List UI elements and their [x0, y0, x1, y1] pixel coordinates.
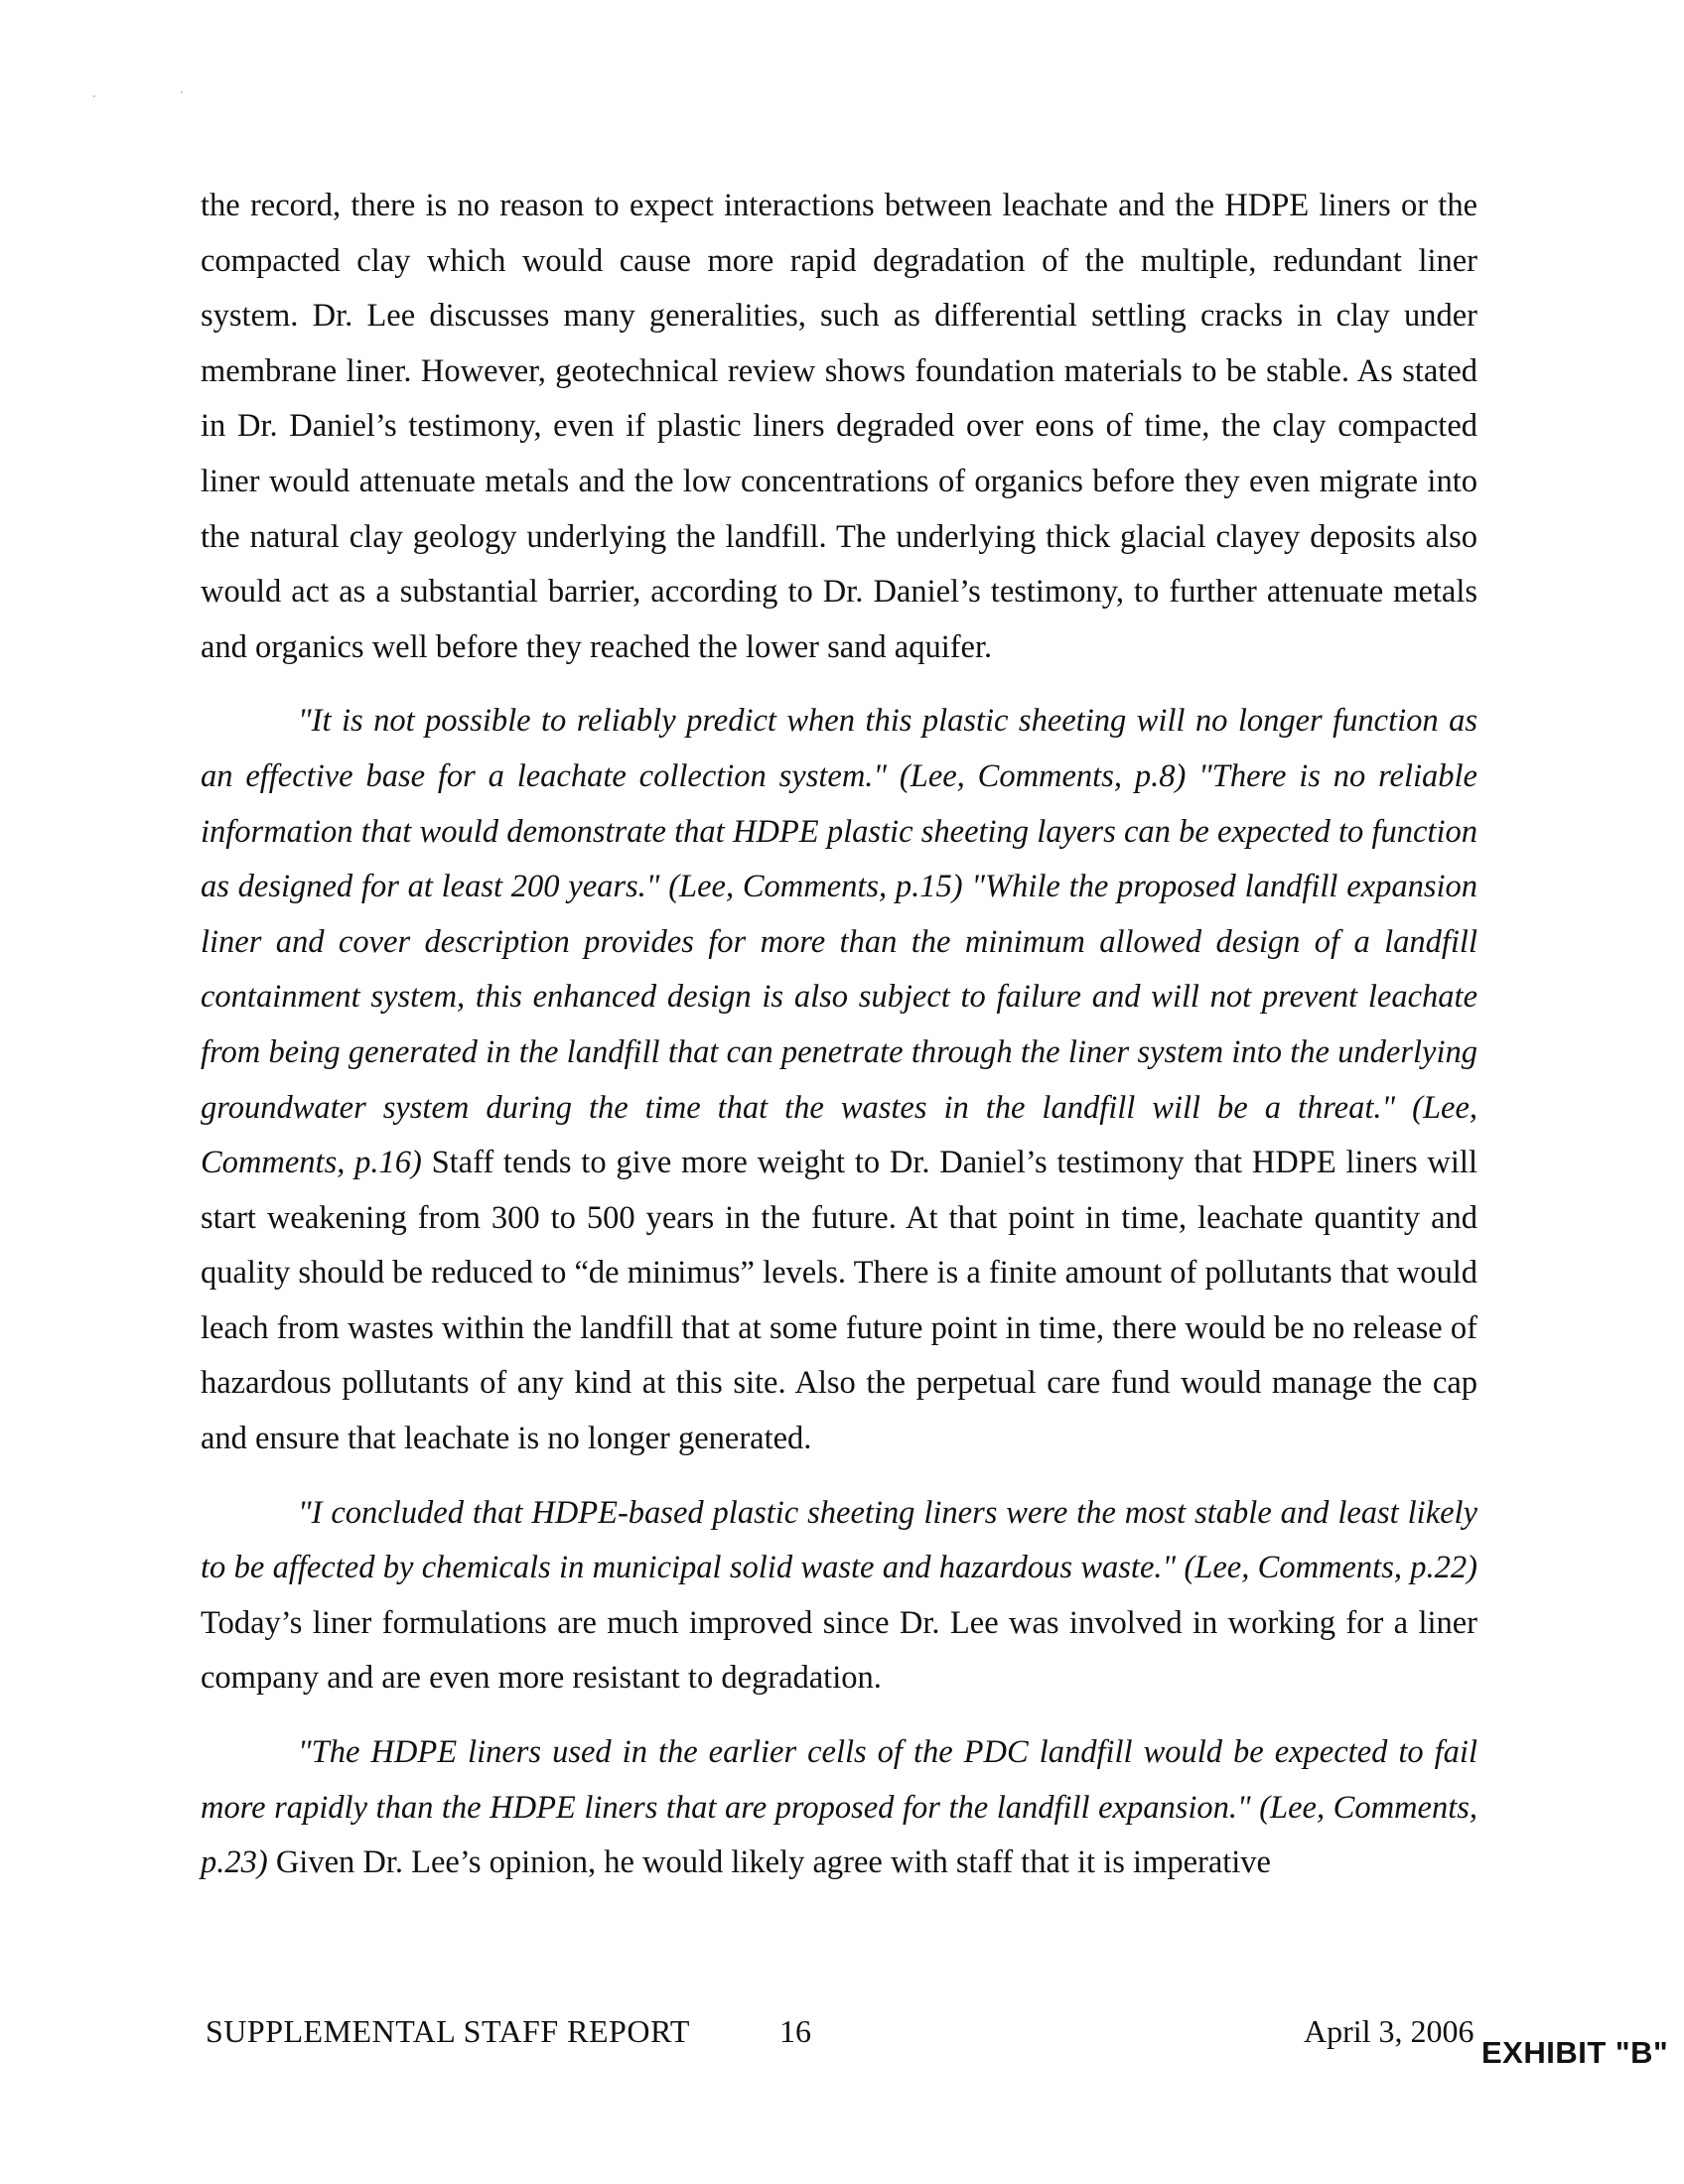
footer-report-title: SUPPLEMENTAL STAFF REPORT — [206, 2013, 690, 2049]
body-paragraph: the record, there is no reason to expect interactions between leachate and the HDPE liners or the compacted clay which would cause more rapid degradation of the multiple, redundant liner system. Dr. Lee discusses many generalities, such as differential settling cracks in clay under membrane liner. However, geotechnical review shows foundation materials to be stable. As stated in Dr. Daniel’s testimony, even if plastic liners degraded over eons of time, the clay compacted liner would attenuate metals and the low concentrations of organics before they even migrate into the natural clay geology underlying the landfill. The underlying thick glacial clayey deposits also would act as a substantial barrier, according to Dr. Daniel’s testimony, to further attenuate metals and organics well before they reached the lower sand aquifer. — [201, 188, 1477, 665]
body-paragraph — [201, 1725, 1477, 1891]
page-footer — [0, 2013, 1684, 2093]
scan-speck — [93, 95, 95, 97]
body-paragraph — [201, 694, 1477, 1466]
lee-quote: "It is not possible to reliably predict when this plastic sheeting will no longer function as an effective base for a leachate collection system." (Lee, Comments, p.8) "There is no reliable information that would demonstrate that HDPE plastic sheeting layers can be expected to function as designed for at least 200 years." (Lee, Comments, p.15) "While the proposed landfill expansion liner and cover description provides for more than the minimum allowed design of a landfill containment system, this enhanced design is also subject to failure and will not prevent leachate from being generated in the landfill that can penetrate through the liner system into the underlying groundwater system during the time that the wastes in the landfill will be a threat." (Lee, Comments, p.16) — [201, 703, 1477, 1181]
report-body — [201, 179, 1477, 1910]
footer-page-number: 16 — [779, 2013, 811, 2049]
footer-date: April 3, 2006 — [1304, 2013, 1474, 2049]
exhibit-stamp: EXHIBIT "B" — [1481, 2035, 1669, 2070]
staff-response: Given Dr. Lee’s opinion, he would likely agree with staff that it is imperative — [267, 1844, 1271, 1881]
lee-quote: "The HDPE liners used in the earlier cells of the PDC landfill would be expected to fail more rapidly than the HDPE liners that are proposed for the landfill expansion." (Lee, Comments, p.23) — [201, 1734, 1477, 1881]
body-paragraph — [201, 1486, 1477, 1706]
staff-response: Today’s liner formulations are much improved since Dr. Lee was involved in working for a liner company and are even more resistant to degradation. — [201, 1604, 1477, 1697]
staff-response: Staff tends to give more weight to Dr. Daniel’s testimony that HDPE liners will start weakening from 300 to 500 years in the future. At that point in time, leachate quantity and quality should be reduced to “de minimus” levels. There is a finite amount of pollutants that would leach from wastes within the landfill that at some future point in time, there would be no release of hazardous pollutants of any kind at this site. Also the perpetual care fund would manage the cap and ensure that leachate is no longer generated. — [201, 1145, 1477, 1457]
scan-speck — [181, 91, 183, 93]
lee-quote: "I concluded that HDPE-based plastic sheeting liners were the most stable and least likely to be affected by chemicals in municipal solid waste and hazardous waste." (Lee, Comments, p.22) — [201, 1494, 1477, 1586]
